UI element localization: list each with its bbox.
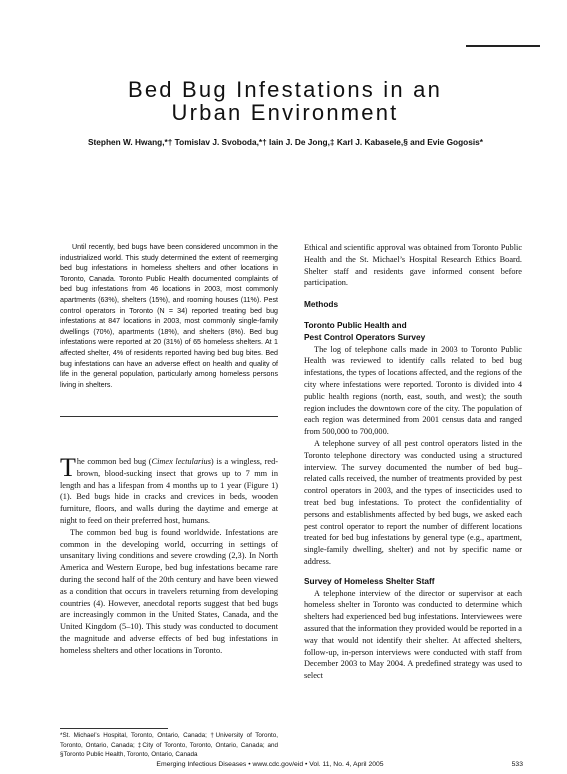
article-title — [40, 78, 530, 124]
intro-text-a: he common bed bug ( — [76, 457, 152, 466]
page-number: 533 — [511, 761, 523, 768]
left-column — [60, 453, 278, 657]
ethics-paragraph: Ethical and scientific approval was obtained from Toronto Public Health and the St. Michael’s Hospital Research Ethics Board. Shelter staff and residents gave informed consent before participation. — [304, 243, 522, 288]
subsection-heading-2: Survey of Homeless Shelter Staff — [304, 575, 435, 586]
abstract-rule — [60, 416, 278, 417]
title-line-2: Urban Environment — [171, 100, 399, 125]
subsection-heading-1b: Pest Control Operators Survey — [304, 331, 426, 342]
title-line-1: Bed Bug Infestations in an — [127, 77, 443, 102]
footnote-rule — [60, 728, 168, 729]
journal-citation: Emerging Infectious Diseases • www.cdc.gov/eid • Vol. 11, No. 4, April 2005 — [156, 761, 384, 768]
species-name: Cimex lectularius — [151, 457, 211, 466]
top-rule — [466, 45, 540, 47]
author-list: Stephen W. Hwang,*† Tomislav J. Svoboda,*† Iain J. De Jong,‡ Karl J. Kabasele,§ and Evie Gogosis* — [88, 137, 483, 147]
right-column — [304, 242, 522, 682]
methods-paragraph-1: The log of telephone calls made in 2003 to Toronto Public Health was reviewed to identify calls related to bed bug infestations, the types of locations affected, and the regions of the city where infestations were reported. Toronto is divided into 4 public health regions (north, east, south, and west); the south region includes the downtown core of the city. The population of each region was determined from 2001 census data and ranged from 500,000 to 700,000. — [304, 344, 522, 437]
methods-paragraph-3: A telephone interview of the director or supervisor at each homeless shelter in Toronto was conducted to determine which shelters had experienced bed bug infestations. Interviewees were assured that the information they provided would be reported in a way that would not identify their shelter. At affected shelters, follow-up, in-person interviews were conducted with staff from December 2003 to May 2004. A predefined strategy was used to select — [304, 588, 522, 681]
methods-heading: Methods — [304, 299, 339, 310]
subsection-heading-1a: Toronto Public Health and — [304, 319, 407, 330]
intro-paragraph-2: The common bed bug is found worldwide. Infestations are common in the developing world, occurring in settings of unsanitary living conditions and severe crowding (2,3). In North America and Western Europe, bed bug infestations became rare during the second half of the 20th century and have been viewed as a condition that occurs in travelers returning from developing countries (4). However, anecdotal reports suggest that bed bugs are increasingly common in the United States, Canada, and the United Kingdom (5–10). This study was conducted to document the magnitude and adverse effects of bed bug infestations in homeless shelters and other locations in Toronto. — [60, 527, 278, 655]
abstract: Until recently, bed bugs have been considered uncommon in the industrialized world. This study determined the extent of reemerging bed bug infestations in homeless shelters and other locations in Toronto, Canada. Toronto Public Health documented complaints of bed bug infestations from 46 locations in 2003, most commonly apartments (63%), shelters (15%), and rooming houses (11%). Pest control operators in Toronto (N = 34) reported treating bed bug infestations at 847 locations in 2003, most commonly single-family dwellings (70%), apartments (18%), and shelters (8%). Bed bug infestations were reported at 20 (31%) of 65 homeless shelters. At 1 affected shelter, 4% of residents reported having bed bug bites. Bed bug infestations can have an adverse effect on health and quality of life in the general population, particularly among homeless persons living in shelters. — [60, 243, 278, 389]
methods-paragraph-2: A telephone survey of all pest control operators listed in the Toronto telephone directory was conducted using a structured interview. The survey documented the number of bed bug–related calls received, the number of treatments provided by pest control operators in 2003, and the types of insecticides used to treat bed bug infestations. To protect the confidentiality of persons and establishments affected by bed bugs, we asked each pest control operator to report the number of different locations treated for bed bug infestations by general type (e.g., apartment, single-family dwelling, shelter) and not by specific name or address. — [304, 438, 522, 566]
intro-paragraph-1 — [60, 453, 278, 527]
affiliations-footnote: *St. Michael’s Hospital, Toronto, Ontario, Canada; †University of Toronto, Toronto, Ontario, Canada; ‡City of Toronto, Toronto, Ontario, Canada; and §Toronto Public Health, Toronto, Ontario, Canada — [60, 732, 278, 759]
page-footer — [60, 761, 523, 771]
intro-text-b: ) is a wingless, red-brown, blood-sucking insect that grows up to 7 mm in length and has a lifespan from 4 months up to 1 year (Figure 1) (1). Bed bugs hide in cracks and crevices in beds, wooden furniture, floors, and walls during the daytime and emerge at night to feed on their preferred host, humans. — [60, 457, 278, 525]
drop-cap: T — [60, 453, 76, 482]
